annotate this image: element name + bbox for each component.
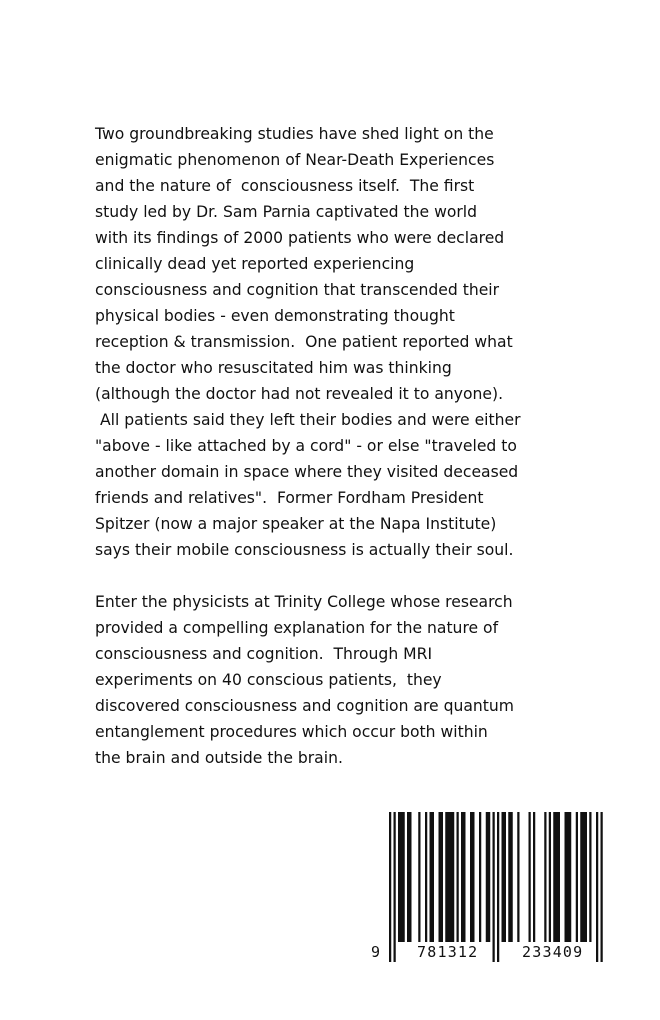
barcode-bar: [418, 812, 420, 942]
text-line: and the nature of consciousness itself. The first: [95, 177, 475, 195]
barcode-bar: [576, 812, 578, 942]
barcode-bar: [425, 812, 427, 942]
text-line: enigmatic phenomenon of Near-Death Experiences: [95, 151, 495, 169]
text-line: Spitzer (now a major speaker at the Napa Institute): [95, 515, 497, 533]
text-line: study led by Dr. Sam Parnia captivated the world: [95, 203, 478, 221]
text-line: with its findings of 2000 patients who were declared: [95, 229, 505, 247]
barcode-bar: [445, 812, 454, 942]
text-line: friends and relatives". Former Fordham President: [95, 489, 484, 507]
barcode-bar: [461, 812, 466, 942]
barcode-bar: [508, 812, 513, 942]
text-line: clinically dead yet reported experiencing: [95, 255, 415, 273]
barcode-guard-bar: [596, 812, 598, 962]
barcode-guard-bar: [497, 812, 499, 962]
text-line: entanglement procedures which occur both within: [95, 723, 488, 741]
isbn-right-group: 233409: [522, 943, 584, 961]
text-line: experiments on 40 conscious patients, they: [95, 671, 442, 689]
barcode-bar: [517, 812, 519, 942]
text-line: the doctor who resuscitated him was thinking: [95, 359, 452, 377]
barcode-guard-bar: [394, 812, 396, 962]
barcode-bar: [553, 812, 560, 942]
barcode-bar: [549, 812, 551, 942]
text-line: (although the doctor had not revealed it to anyone).: [95, 385, 504, 403]
text-line: Two groundbreaking studies have shed light on the: [95, 125, 494, 143]
text-line: physical bodies - even demonstrating thought: [95, 307, 455, 325]
text-line: All patients said they left their bodies and were either: [95, 411, 521, 429]
barcode-bar: [533, 812, 535, 942]
text-line: consciousness and cognition that transcended their: [95, 281, 500, 299]
barcode-bar: [479, 812, 481, 942]
barcode-bar: [457, 812, 459, 942]
text-line: discovered consciousness and cognition are quantum: [95, 697, 514, 715]
text-line: provided a compelling explanation for the nature of: [95, 619, 499, 637]
isbn-barcode: [369, 804, 617, 982]
isbn-lead-digit: 9: [371, 943, 381, 961]
barcode-guard-bar: [389, 812, 391, 962]
barcode-bar: [407, 812, 412, 942]
barcode-bar: [430, 812, 435, 942]
barcode-bar: [439, 812, 444, 942]
barcode-bar: [486, 812, 491, 942]
text-line: "above - like attached by a cord" - or else "traveled to: [95, 437, 517, 455]
text-line: Enter the physicists at Trinity College whose research: [95, 593, 513, 611]
blurb-text: [95, 121, 575, 771]
text-line: reception & transmission. One patient reported what: [95, 333, 513, 351]
text-line: says their mobile consciousness is actually their soul.: [95, 541, 514, 559]
barcode-bar: [544, 812, 546, 942]
barcode-bar: [565, 812, 572, 942]
blurb-paragraph-1: [95, 121, 575, 563]
barcode-bar: [589, 812, 591, 942]
barcode-bar: [398, 812, 405, 942]
text-line: another domain in space where they visited deceased: [95, 463, 519, 481]
text-line: the brain and outside the brain.: [95, 749, 343, 767]
barcode-guard-bar: [493, 812, 495, 962]
barcode-bar: [580, 812, 587, 942]
barcode-bar: [502, 812, 507, 942]
blurb-paragraph-2: [95, 589, 575, 771]
barcode-bar: [470, 812, 475, 942]
barcode-guard-bar: [601, 812, 603, 962]
barcode-bar: [529, 812, 531, 942]
isbn-left-group: 781312: [417, 943, 479, 961]
text-line: consciousness and cognition. Through MRI: [95, 645, 433, 663]
